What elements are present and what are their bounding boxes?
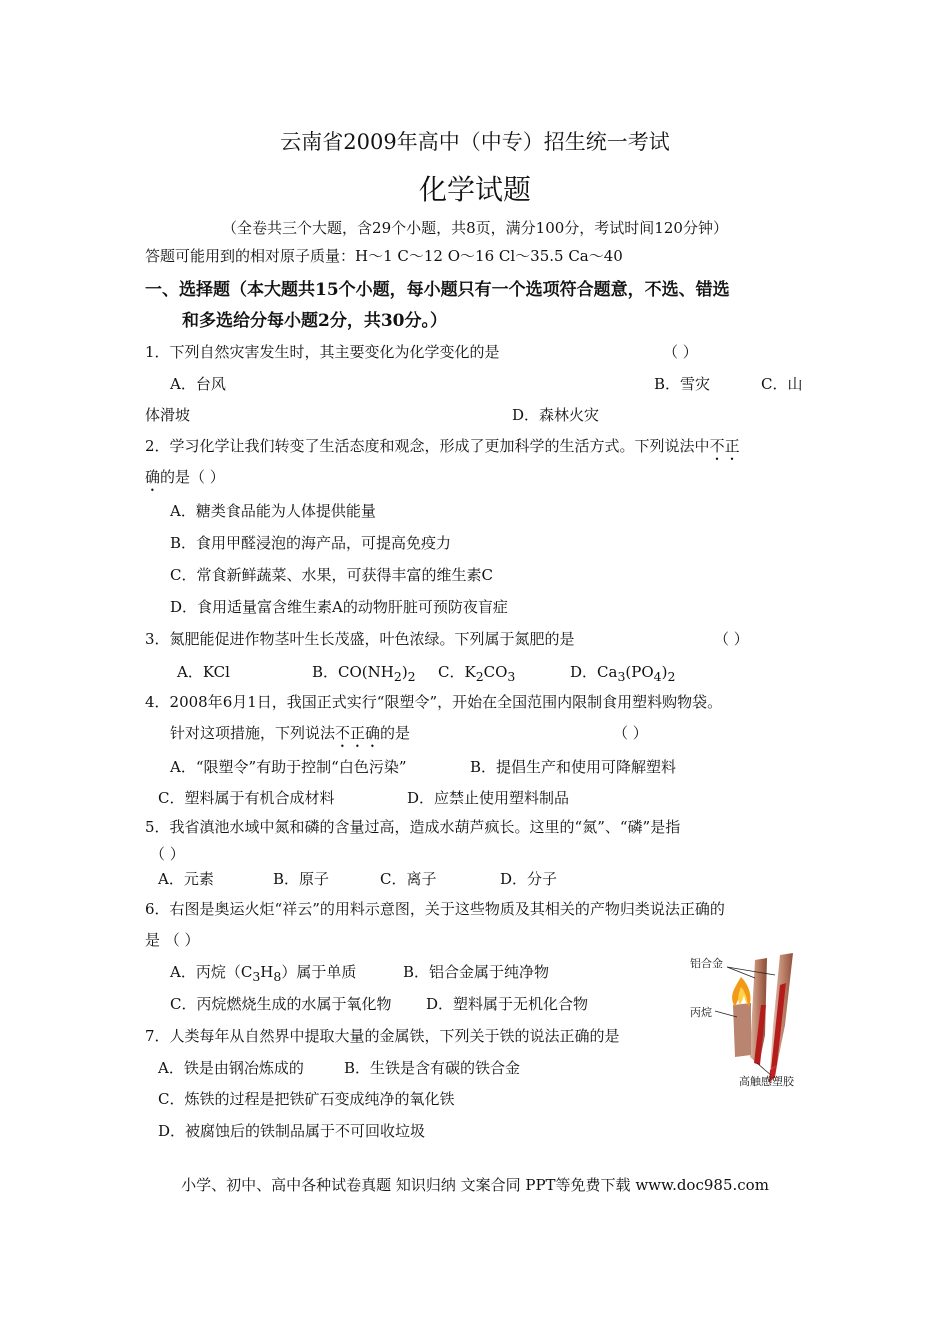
q5-option-c: C．离子: [380, 870, 437, 888]
atomic-masses: 答题可能用到的相对原子质量：H～1 C～12 O～16 Cl～35.5 Ca～40: [145, 247, 623, 265]
q3-option-b-sub: 2: [393, 669, 402, 684]
q3-stem: 3．氮肥能促进作物茎叶生长茂盛，叶色浓绿。下列属于氮肥的是: [145, 630, 575, 648]
exam-scope: （全卷共三个大题，含29个小题，共8页，满分100分，考试时间120分钟）: [222, 219, 728, 237]
q3-option-d-sub3: 2: [667, 669, 676, 684]
q1-stem: 1．下列自然灾害发生时，其主要变化为化学变化的是: [145, 343, 500, 361]
q5-option-d: D．分子: [500, 870, 558, 888]
torch-figure: [685, 945, 815, 1095]
q6-option-a: [170, 962, 356, 987]
q7-option-c: C．炼铁的过程是把铁矿石变成纯净的氧化铁: [158, 1090, 455, 1108]
q3-option-d-mid: (PO: [625, 663, 654, 681]
q3-option-b-close: ): [401, 663, 408, 681]
q2-option-b: B．食用甲醛浸泡的海产品，可提高免疫力: [170, 534, 452, 552]
q4-option-b: B．提倡生产和使用可降解塑料: [470, 758, 677, 776]
q6-option-d: D．塑料属于无机化合物: [426, 995, 589, 1013]
q3-option-b-sub2: 2: [407, 669, 416, 684]
q4-option-d: D．应禁止使用塑料制品: [407, 789, 570, 807]
q2-stem-start: 2．学习化学让我们转变了生活态度和观念，形成了更加科学的生活方式。下列说法中: [145, 437, 710, 455]
section1-heading-line2: 和多选给分每小题2分，共30分。）: [182, 311, 447, 331]
q1-option-c-tail: 体滑坡: [145, 406, 191, 424]
q2-stem-emphasis1: 不正: [709, 437, 740, 455]
exam-title: 云南省2009年高中（中专）招生统一考试: [280, 130, 670, 154]
label-aluminum-alloy: 铝合金: [690, 957, 723, 970]
q3-option-d: [570, 662, 675, 687]
q6-option-a-sub1: 3: [252, 969, 261, 984]
q3-option-d-close: ): [661, 663, 668, 681]
q6-option-a-mid: H: [260, 963, 274, 981]
q5-answer-paren: （ ）: [150, 845, 185, 863]
q4-stem-line1: 4．2008年6月1日，我国正式实行“限塑令”，开始在全国范围内限制食用塑料购物袋。: [145, 693, 723, 711]
q3-option-c-sub2: 3: [507, 669, 516, 684]
q4-stem-emphasis: 不正确: [335, 724, 381, 742]
q3-option-c-mid: CO: [483, 663, 508, 681]
q2-option-d: D．食用适量富含维生素A的动物肝脏可预防夜盲症: [170, 598, 508, 616]
label-propane: 丙烷: [690, 1006, 712, 1019]
q5-option-b: B．原子: [273, 870, 330, 888]
q4-option-c: C．塑料属于有机合成材料: [158, 789, 335, 807]
q7-option-b: B．生铁是含有碳的铁合金: [344, 1059, 521, 1077]
q3-option-a: A．KCl: [177, 663, 230, 681]
q3-option-d-text: D．Ca: [570, 663, 618, 681]
q2-option-c: C．常食新鲜蔬菜、水果，可获得丰富的维生素C: [170, 566, 493, 584]
q7-stem: 7．人类每年从自然界中提取大量的金属铁，下列关于铁的说法正确的是: [145, 1027, 620, 1045]
q2-option-a: A．糖类食品能为人体提供能量: [170, 502, 376, 520]
section1-heading-line1: 一、选择题（本大题共15个小题，每小题只有一个选项符合题意，不选、错选: [145, 280, 730, 300]
q6-option-a-text: A．丙烷（C: [170, 963, 253, 981]
q3-option-d-sub2: 4: [653, 669, 662, 684]
q6-stem-line1: 6．右图是奥运火炬“祥云”的用料示意图，关于这些物质及其相关的产物归类说法正确的: [145, 900, 725, 918]
q3-answer-paren: （ ）: [714, 630, 749, 648]
q1-answer-paren: （ ）: [663, 343, 698, 361]
q5-stem: 5．我省滇池水域中氮和磷的含量过高，造成水葫芦疯长。这里的“氮”、“磷”是指: [145, 818, 681, 836]
q6-option-c: C．丙烷燃烧生成的水属于氧化物: [170, 995, 392, 1013]
q1-option-a: A．台风: [170, 375, 226, 393]
q4-option-a: A．“限塑令”有助于控制“白色污染”: [170, 758, 407, 776]
q2-stem-line2: [145, 467, 225, 495]
q4-answer-paren: （ ）: [613, 724, 648, 742]
q3-option-c: [438, 662, 515, 687]
q6-option-b: B．铝合金属于纯净物: [403, 963, 550, 981]
subject-title: 化学试题: [418, 173, 531, 206]
q1-option-c-head: C．山: [761, 375, 803, 393]
q6-option-a-end: ）属于单质: [281, 963, 357, 981]
q2-stem-end: 的是（ ）: [160, 468, 225, 486]
q1-option-d: D．森林火灾: [512, 406, 600, 424]
q3-option-b-text: B．CO(NH: [312, 663, 394, 681]
q3-option-c-text: C．K: [438, 663, 476, 681]
footer-note: 小学、初中、高中各种试卷真题 知识归纳 文案合同 PPT等免费下载 www.doc985.com: [181, 1176, 769, 1194]
q6-stem-line2: 是 （ ）: [145, 931, 200, 949]
q4-stem-end: 的是: [380, 724, 411, 742]
q3-option-d-sub: 3: [617, 669, 626, 684]
q2-stem-line1: [145, 436, 740, 464]
q3-option-b: [312, 662, 416, 687]
q4-stem-line2: [170, 723, 410, 751]
q4-stem-start: 针对这项措施，下列说法: [170, 724, 336, 742]
q7-option-a: A．铁是由钢冶炼成的: [158, 1059, 304, 1077]
q1-option-b: B．雪灾: [654, 375, 711, 393]
label-plastic: 高触感塑胶: [739, 1075, 794, 1088]
q5-option-a: A．元素: [158, 870, 214, 888]
q2-stem-emphasis2: 确: [145, 468, 161, 486]
q3-option-c-sub: 2: [475, 669, 484, 684]
q6-option-a-sub2: 8: [273, 969, 282, 984]
q7-option-d: D．被腐蚀后的铁制品属于不可回收垃圾: [158, 1122, 426, 1140]
